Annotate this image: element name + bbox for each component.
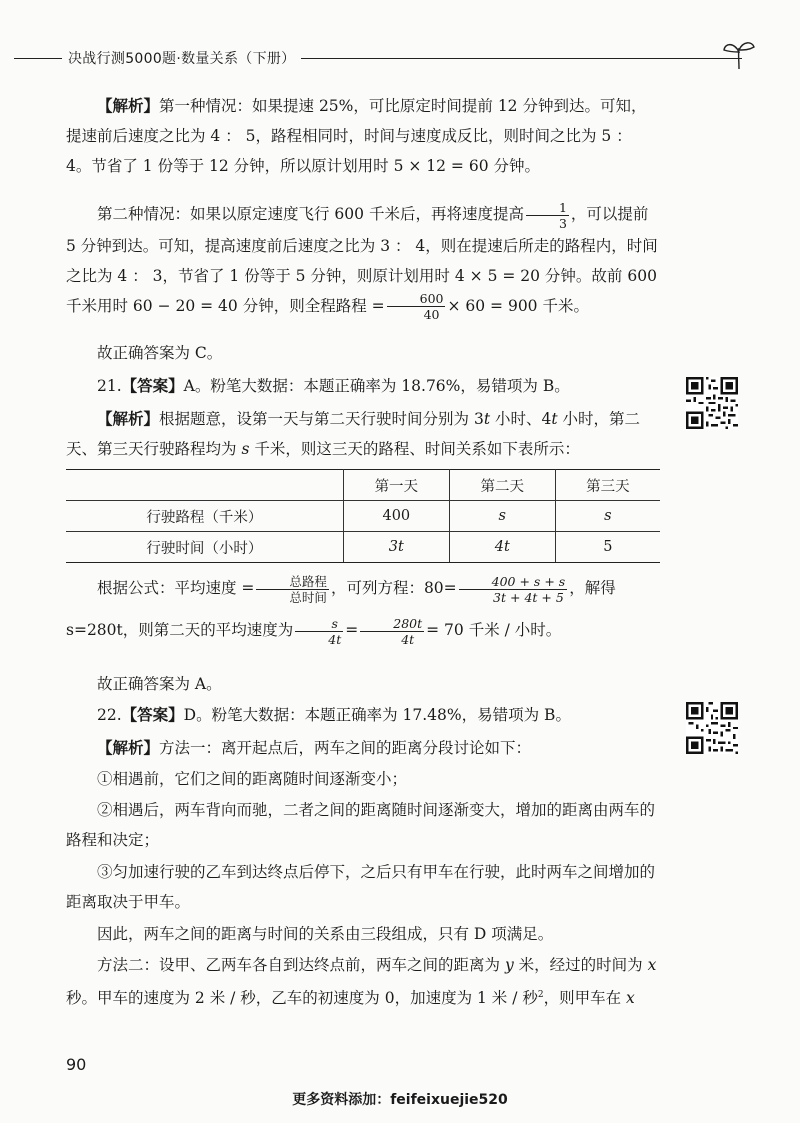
q22-item-3: ③匀加速行驶的乙车到达终点后停下，之后只有甲车在行驶，此时两车之间增加的距离取决于甲车。 (66, 863, 656, 911)
fraction-600-40: $\frac{600}{40}$ (387, 291, 446, 322)
q20-conclusion: 故正确答案为 C。 (97, 344, 223, 362)
q22-answer: 22.【答案】D。粉笔大数据：本题正确率为 17.48%，易错项为 B。 (97, 705, 571, 724)
q20-second-case: 第二种情况：如果以原定速度飞行 600 千米后，再将速度提高 $\frac{1}{3}$ ，可以提前 5 分钟到达。可知，提高速度前后速度之比为 3 ： 4，则在提速后所走的路程内，时间之比为 4 ： 3，节省了 1 份等于 5 分钟，则原计划用时 4 × 5 = 20 分钟。故前 600 千米用时 60 − 20 = 40 分钟，则全程路程 = $\frac{600}{40}$ × 60 = 900 千米。 (66, 199, 658, 322)
footer-note: 更多资料添加：feifeixuejie520 (292, 1092, 508, 1108)
q21-analysis: 【解析】根据题意，设第一天与第二天行驶时间分别为 3t 小时、4t 小时，第二天、第三天行驶路程均为 s 千米，则这三天的路程、时间关系如下表所示： (66, 409, 641, 458)
q20-first-case: 【解析】第一种情况：如果提速 25%，可比原定时间提前 12 分钟到达。可知，提速前后速度之比为 4 ： 5，路程相同时，时间与速度成反比，则时间之比为 5 ： 4。节省了 1 份等于 12 分钟，所以原计划用时 5 × 12 = 60 分钟。 (66, 96, 647, 175)
table-cell: 第二天 (449, 470, 555, 501)
table-row (66, 532, 660, 563)
fraction-equation: $\frac{400 + s + s}{3t + 4t + 5}$ (459, 574, 568, 605)
book-title: 决战行测5000题·数量关系（下册） (62, 48, 301, 68)
jiexi-label: 【解析】 (97, 96, 160, 115)
fraction-280t-4t: $\frac{280t}{4t}$ (360, 616, 424, 647)
table-cell: 第三天 (555, 470, 660, 501)
q21-answer: 21.【答案】A。粉笔大数据：本题正确率为 18.76%，易错项为 B。 (97, 376, 570, 395)
q22-method-two: 方法二：设甲、乙两车各自到达终点前，两车之间的距离为 y 米，经过的时间为 x 秒。甲车的速度为 2 米 / 秒，乙车的初速度为 0，加速度为 1 米 / 秒$^2$，则甲车在 x (66, 956, 657, 1008)
q22-item-2: ②相遇后，两车背向而驰，二者之间的距离随时间逐渐变大，增加的距离由两车的路程和决定； (66, 801, 656, 849)
q22-analysis: 【解析】方法一：离开起点后，两车之间的距离分段讨论如下： (97, 738, 532, 757)
fraction-one-third: $\frac{1}{3}$ (526, 200, 569, 231)
table-cell: 400 (343, 501, 449, 532)
q22-conclusion: 因此，两车之间的距离与时间的关系由三段组成，只有 D 项满足。 (97, 925, 554, 943)
fraction-total-distance-time: $\frac{\text{总路程}}{\text{总时间}}$ (256, 574, 329, 605)
table-cell: 4t (449, 532, 555, 563)
table-cell: 行驶路程（千米） (66, 501, 343, 532)
table-row (66, 501, 660, 532)
table-cell (66, 470, 343, 501)
qr-code-icon (686, 702, 738, 754)
q22-item-1: ①相遇前，它们之间的距离随时间逐渐变小； (97, 770, 408, 788)
table-cell: 第一天 (343, 470, 449, 501)
table-cell: 5 (555, 532, 660, 563)
table-cell: 3t (343, 532, 449, 563)
table-cell: s (555, 501, 660, 532)
fraction-s-4t: $\frac{s}{4t}$ (295, 616, 343, 647)
table-cell: 行驶时间（小时） (66, 532, 343, 563)
table-cell: s (449, 501, 555, 532)
q21-formula: 根据公式：平均速度 = $\frac{\text{总路程}}{\text{总时间}}$ ，可列方程：80= $\frac{400 + s + s}{3t + 4t + 5}$ ，解得 s=280t，则第二天的平均速度为 $\frac{s}{4t}$ = $\frac{280t}{4t}$ = 70 千米 / 小时。 (66, 573, 616, 647)
distance-time-table (66, 469, 660, 563)
sprout-icon (722, 40, 756, 70)
q21-conclusion: 故正确答案为 A。 (97, 675, 222, 693)
table-header-row (66, 470, 660, 501)
running-header (0, 36, 800, 76)
page-number: 90 (66, 1055, 87, 1074)
qr-code-icon (686, 377, 738, 429)
